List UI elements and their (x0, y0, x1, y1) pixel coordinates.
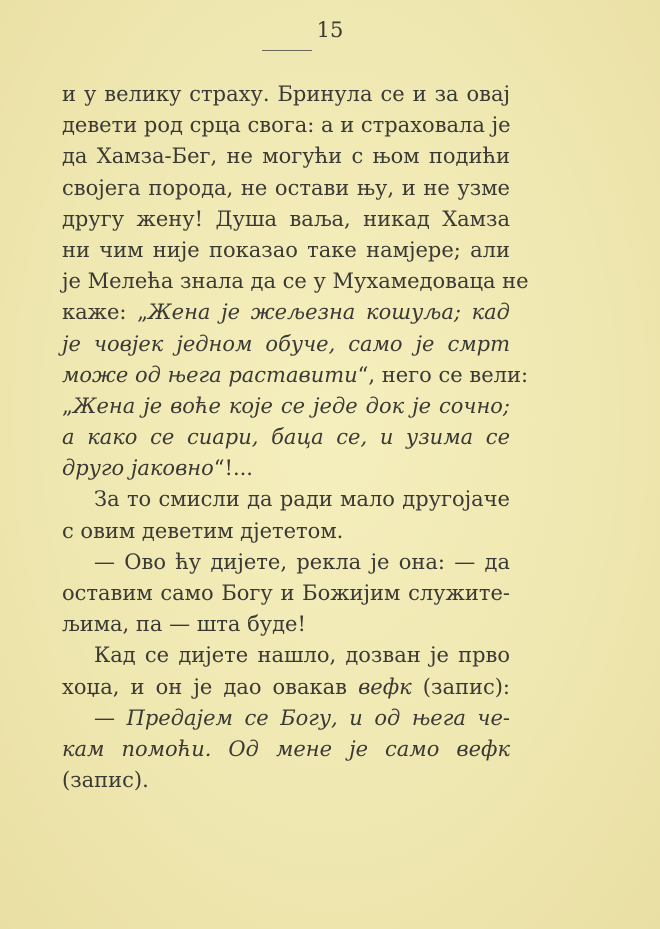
text-segment: (запис): (411, 674, 510, 699)
text-segment: — Ово ћу дијете, рекла је она: — да (94, 549, 510, 574)
text-segment: је Мелећа знала да се у Мухамедоваца не (62, 269, 529, 294)
text-segment: Кад се дијете нашло, дозван је прво (94, 643, 510, 668)
italic-text: Жена је жељезна кошуља; кад (148, 300, 510, 325)
text-line (62, 204, 510, 235)
text-segment: За то смисли да ради мало другојаче (94, 487, 510, 512)
page-number-rule (262, 50, 312, 51)
text-line (62, 765, 510, 796)
text-line (62, 235, 510, 266)
text-line (62, 79, 510, 110)
text-line (62, 391, 510, 422)
text-segment: ни чим није показао таке намјере; али (62, 237, 510, 262)
text-segment: каже: „ (62, 300, 149, 325)
text-segment: “, него се вели: (357, 362, 529, 387)
text-segment: — (94, 705, 127, 730)
text-segment: девети род срца свога: а и страховала је (62, 113, 511, 138)
text-line (62, 329, 510, 360)
text-line (62, 578, 510, 609)
body-text (62, 79, 529, 796)
text-line (62, 672, 510, 703)
italic-text: а како се сиари, баца се, и узима се (62, 425, 510, 450)
text-line (62, 173, 510, 204)
text-segment: (запис). (62, 768, 149, 793)
italic-text: Предајем се Богу, и од њега че- (126, 705, 510, 730)
text-segment: и у велику страху. Бринула се и за овај (62, 82, 510, 106)
text-line (62, 484, 510, 515)
text-line (62, 297, 510, 328)
italic-text: друго јаковно (62, 456, 214, 481)
italic-text: Жена је воће које се једе док је сочно; (72, 393, 510, 418)
text-line (62, 110, 510, 141)
text-line (62, 422, 510, 453)
italic-text: је човјек једном обуче, само је смрт (62, 331, 510, 356)
text-segment: „ (62, 393, 73, 418)
text-segment: с овим деветим дјететом. (62, 518, 344, 543)
text-segment: оставим само Богу и Божијим служите- (62, 581, 510, 605)
text-line (62, 360, 529, 391)
page-number: 15 (316, 18, 344, 42)
text-line (62, 547, 510, 578)
italic-text: кам помоћи. Од мене је само вефк (62, 736, 510, 761)
text-segment: својега порода, не остави њу, и не узме (62, 175, 510, 200)
text-line (62, 640, 510, 671)
text-segment: “!... (213, 456, 253, 481)
text-line (62, 516, 510, 547)
text-segment: хоџа, и он је дао овакав (62, 674, 359, 699)
text-line (62, 453, 510, 484)
text-segment: да Хамза-Бег, не могући с њом подићи (62, 144, 510, 169)
text-line (62, 703, 510, 734)
italic-text: може од њега раставити (62, 362, 358, 387)
text-segment: другу жену! Душа ваља, никад Хамза (62, 206, 510, 231)
text-line (62, 734, 510, 765)
text-line (62, 266, 529, 297)
text-line (62, 609, 510, 640)
italic-text: вефк (358, 674, 412, 699)
text-segment: љима, па — шта буде! (62, 612, 306, 637)
text-line (62, 141, 510, 172)
